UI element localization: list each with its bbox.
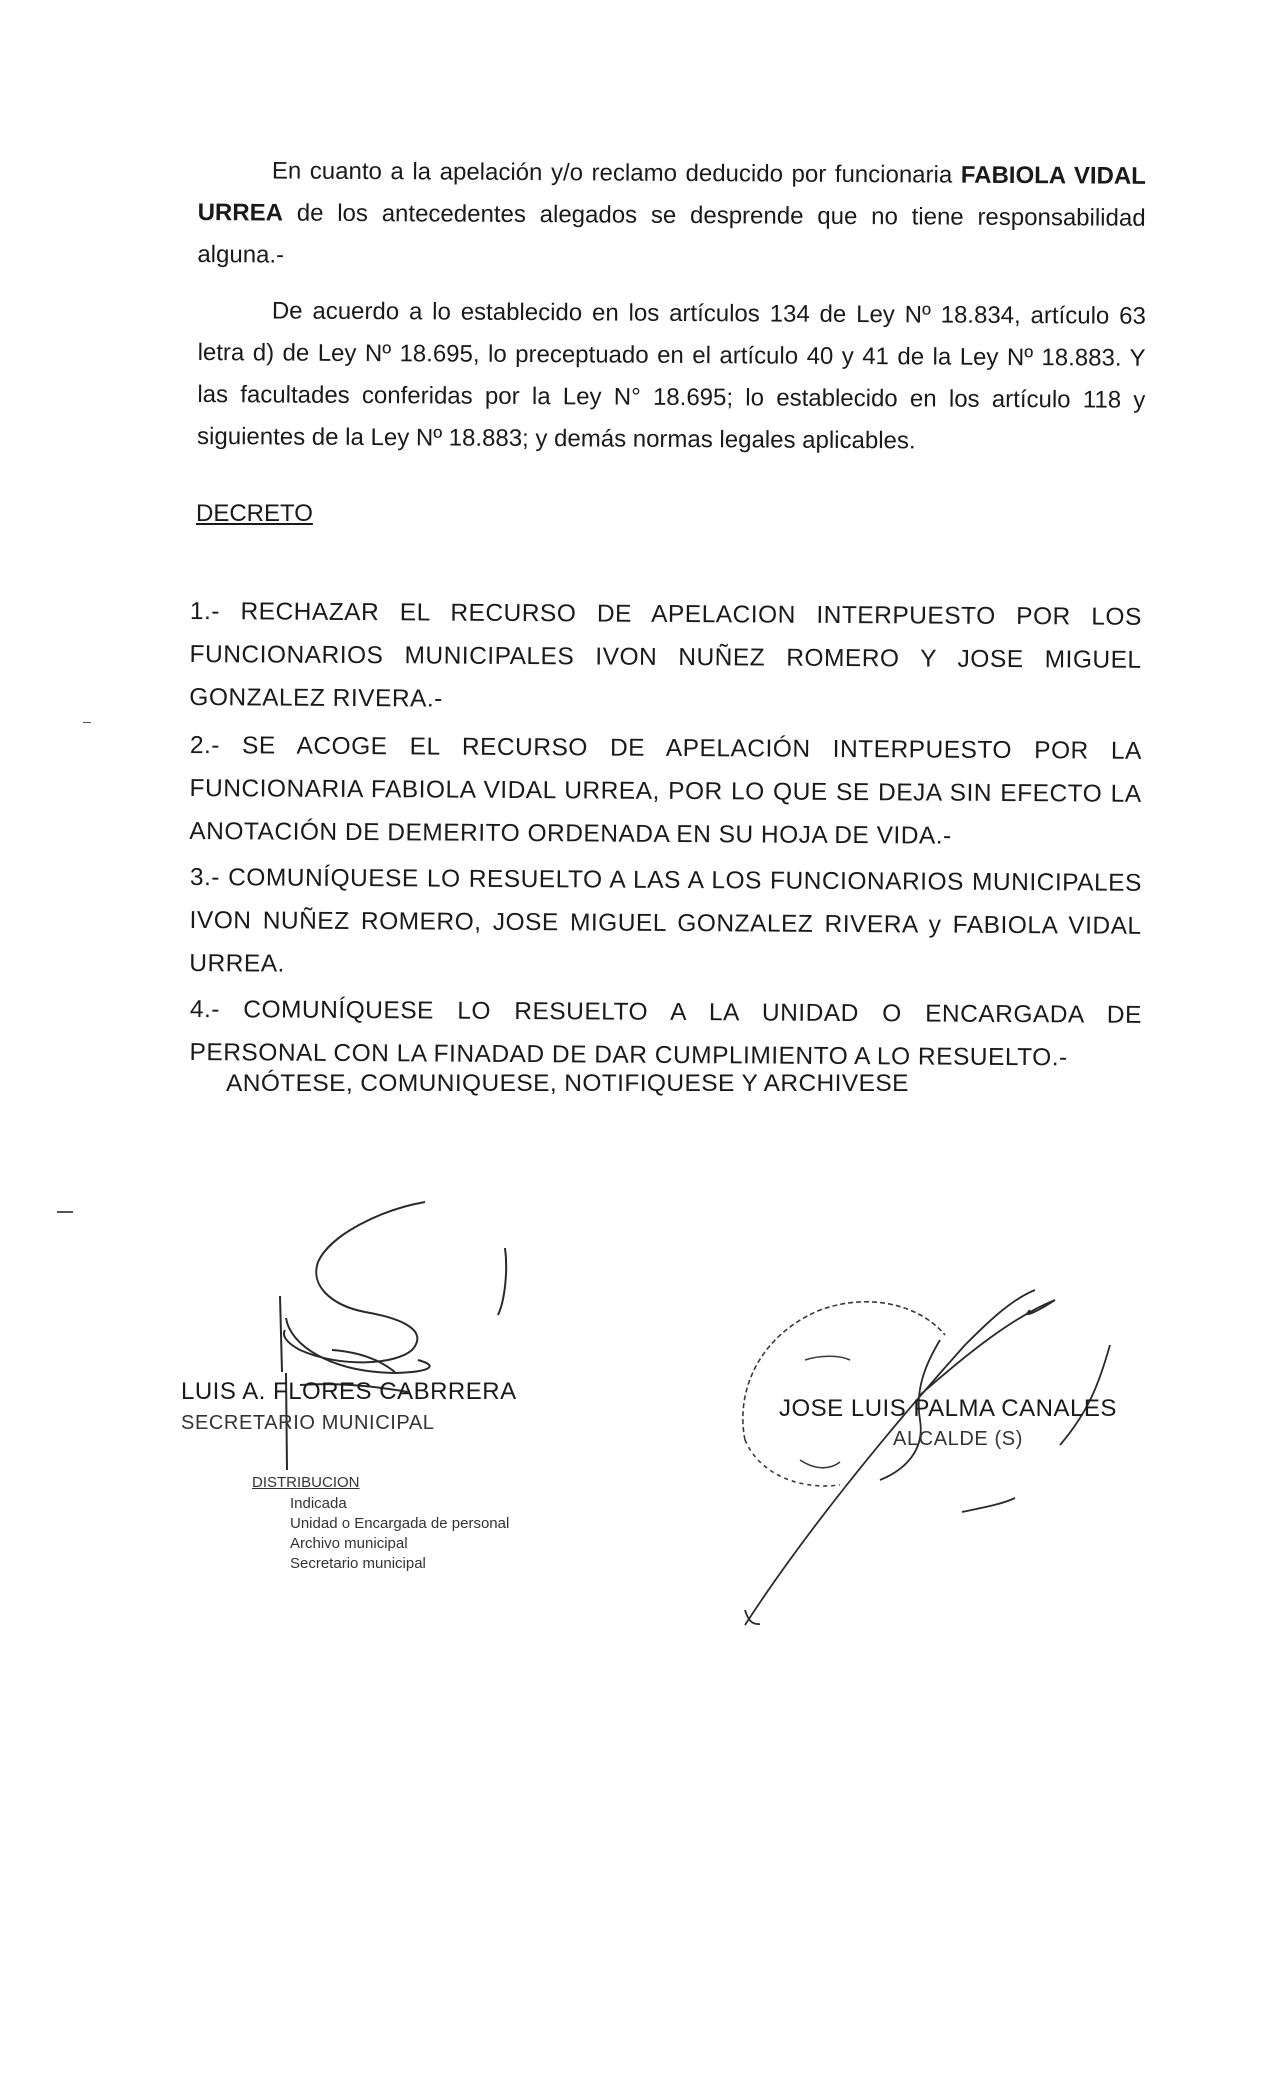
decree-item-3: 3.- COMUNÍQUESE LO RESUELTO A LAS A LOS FUNCIONARIOS MUNICIPALES IVON NUÑEZ ROMERO, JOSE MIGUEL GONZALEZ RIVERA y FABIOLA VIDAL URREA. <box>189 863 1142 978</box>
official-name-fabiola: FABIOLA VIDAL URREA <box>197 161 1146 227</box>
decree-item-2: 2.- SE ACOGE EL RECURSO DE APELACIÓN INTERPUESTO POR LA FUNCIONARIA FABIOLA VIDAL URREA, POR LO QUE SE DEJA SIN EFECTO LA ANOTACIÓN DE DEMERITO ORDENADA EN SU HOJA DE VIDA.- <box>189 731 1142 850</box>
signatory-left-title: SECRETARIO MUNICIPAL <box>181 1412 435 1434</box>
decree-item-1: 1.- RECHAZAR EL RECURSO DE APELACION INTERPUESTO POR LOS FUNCIONARIOS MUNICIPALES IVON NUÑEZ ROMERO Y JOSE MIGUEL GONZALEZ RIVERA.- <box>189 597 1142 713</box>
municipal-seal <box>743 1302 945 1486</box>
distribution-item: Secretario municipal <box>290 1555 426 1572</box>
signatory-right-title: ALCALDE (S) <box>893 1428 1023 1450</box>
signatory-left-name: LUIS A. FLORES CABRRERA <box>181 1378 517 1405</box>
paragraph-appeal-lead: En cuanto a la apelación y/o reclamo deducido por funcionaria <box>271 157 953 189</box>
paragraph-appeal-rest: de los antecedentes alegados se desprende que no tiene responsabilidad alguna.- <box>197 199 1146 269</box>
signatory-right-name: JOSE LUIS PALMA CANALES <box>779 1395 1117 1422</box>
right-signature-scribble <box>745 1290 1110 1625</box>
decree-closing: ANÓTESE, COMUNIQUESE, NOTIFIQUESE Y ARCHIVESE <box>226 1070 909 1097</box>
distribution-item: Unidad o Encargada de personal <box>290 1515 510 1532</box>
distribution-list <box>252 1473 509 1574</box>
decree-heading: DECRETO <box>196 500 313 527</box>
distribution-item: Archivo municipal <box>290 1535 408 1552</box>
distribution-item: Indicada <box>290 1495 347 1512</box>
decree-item-4: 4.- COMUNÍQUESE LO RESUELTO A LA UNIDAD O ENCARGADA DE PERSONAL CON LA FINADAD DE DAR CUMPLIMIENTO A LO RESUELTO.- <box>189 995 1142 1072</box>
paragraph-legal-basis-text: De acuerdo a lo establecido en los artículos 134 de Ley Nº 18.834, artículo 63 letra d) de Ley Nº 18.695, lo preceptuado en el artículo 40 y 41 de la Ley Nº 18.883. Y las facultades conferidas por la Ley N° 18.695; lo establecido en los artículo 118 y siguientes de la Ley Nº 18.883; y demás normas legales aplicables. <box>197 297 1146 455</box>
distribution-title: DISTRIBUCION <box>252 1474 360 1491</box>
